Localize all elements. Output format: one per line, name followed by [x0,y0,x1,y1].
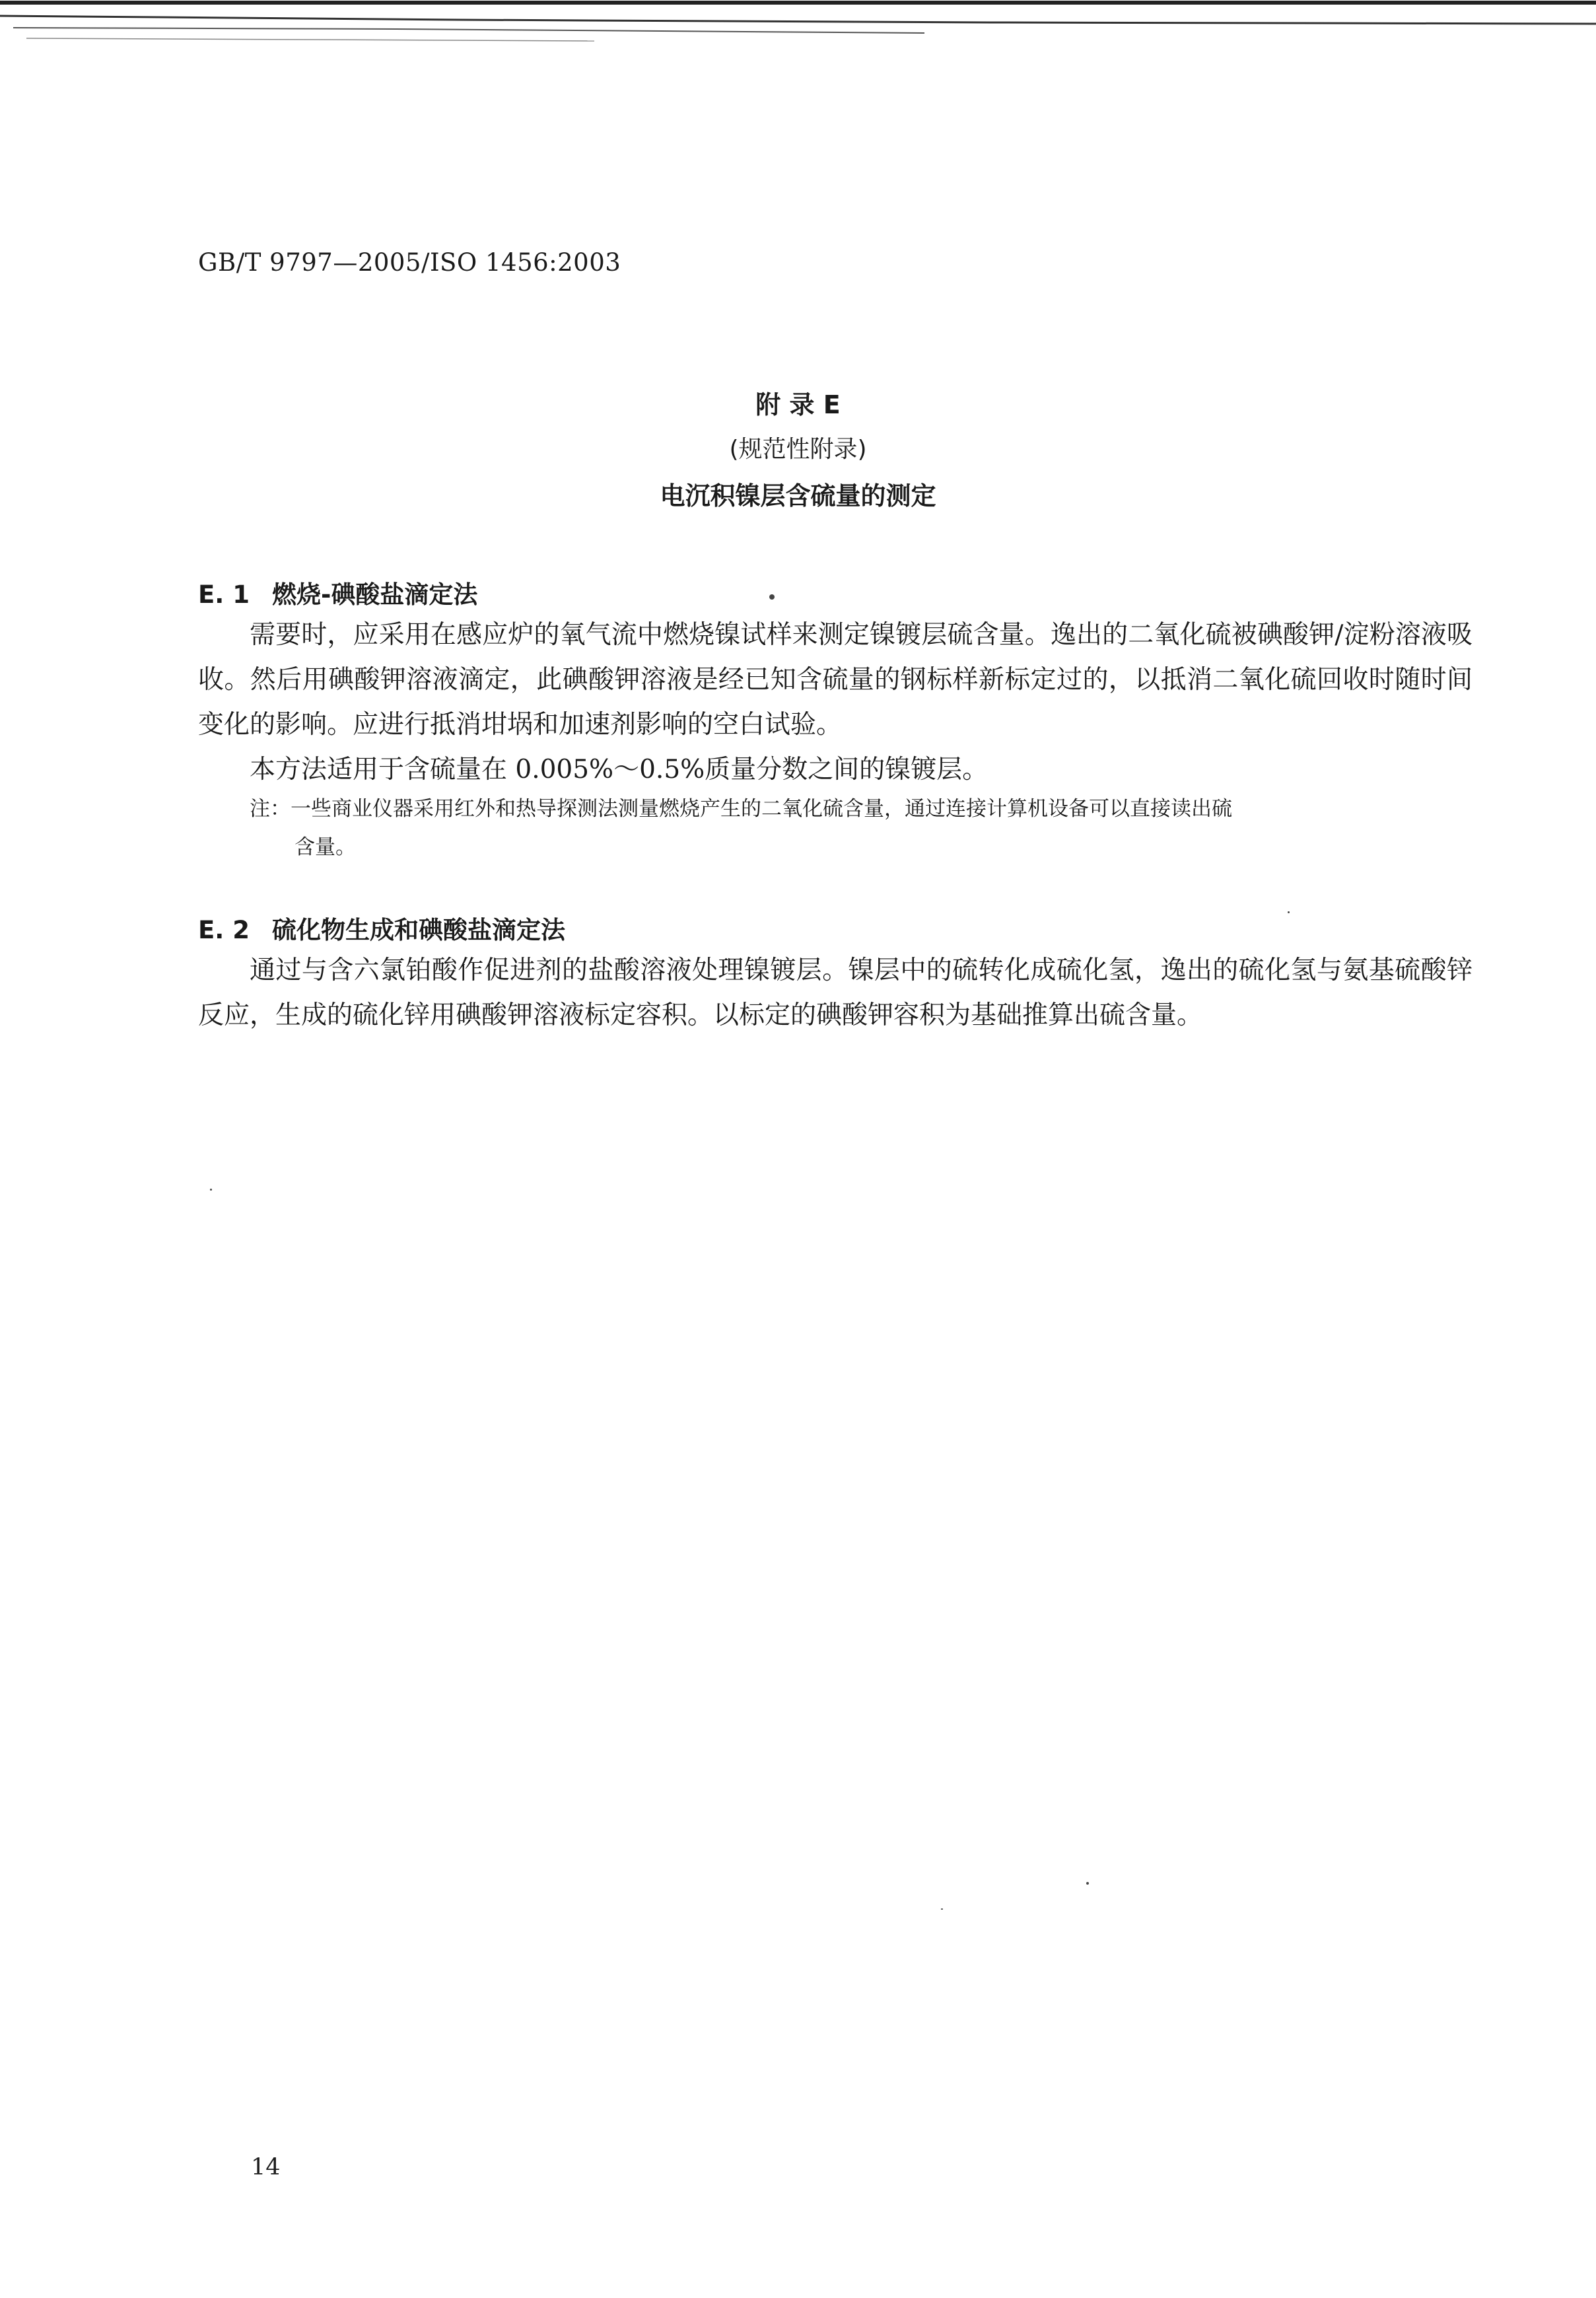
scan-speck [1086,1882,1089,1885]
section-number: E. 2 [198,916,250,944]
note-label: 注： [250,797,291,821]
scan-speck [769,594,775,600]
section-number: E. 1 [198,580,250,609]
paragraph: 通过与含六氯铂酸作促进剂的盐酸溶液处理镍镀层。镍层中的硫转化成硫化氢，逸出的硫化氢与氨基硫酸锌反应，生成的硫化锌用碘酸钾溶液标定容积。以标定的碘酸钾容积为基础推算出硫含量。 [198,956,1473,1030]
note-text: 一些商业仪器采用红外和热导探测法测量燃烧产生的二氧化硫含量，通过连接计算机设备可以直接读出硫 [291,797,1232,821]
section-title: 硫化物生成和碘酸盐滴定法 [272,916,565,944]
section-heading-e2 [198,910,565,946]
appendix-title: 附 录 E [755,390,841,419]
section-heading-e1 [198,574,477,610]
note [250,790,1473,866]
paragraph: 需要时，应采用在感应炉的氧气流中燃烧镍试样来测定镍镀层硫含量。逸出的二氧化硫被碘酸钾/淀粉溶液吸收。然后用碘酸钾溶液滴定，此碘酸钾溶液是经已知含硫量的钢标样新标定过的，以抵消二氧化硫回收时随时间变化的影响。应进行抵消坩埚和加速剂影响的空白试验。 [198,620,1473,740]
document-code: GB/T 9797—2005/ISO 1456:2003 [198,248,621,277]
note-text-continued: 含量。 [295,835,356,859]
section-title: 燃烧-碘酸盐滴定法 [272,580,478,609]
scan-edge-marks [0,0,1596,53]
scan-speck [941,1908,943,1910]
appendix-type: (规范性附录) [729,436,867,463]
page-number: 14 [251,2154,281,2180]
scan-speck [210,1189,212,1191]
scan-speck [1288,911,1290,913]
appendix-subject: 电沉积镍层含硫量的测定 [660,481,936,510]
paragraph: 本方法适用于含硫量在 0.005%～0.5%质量分数之间的镍镀层。 [250,755,989,784]
